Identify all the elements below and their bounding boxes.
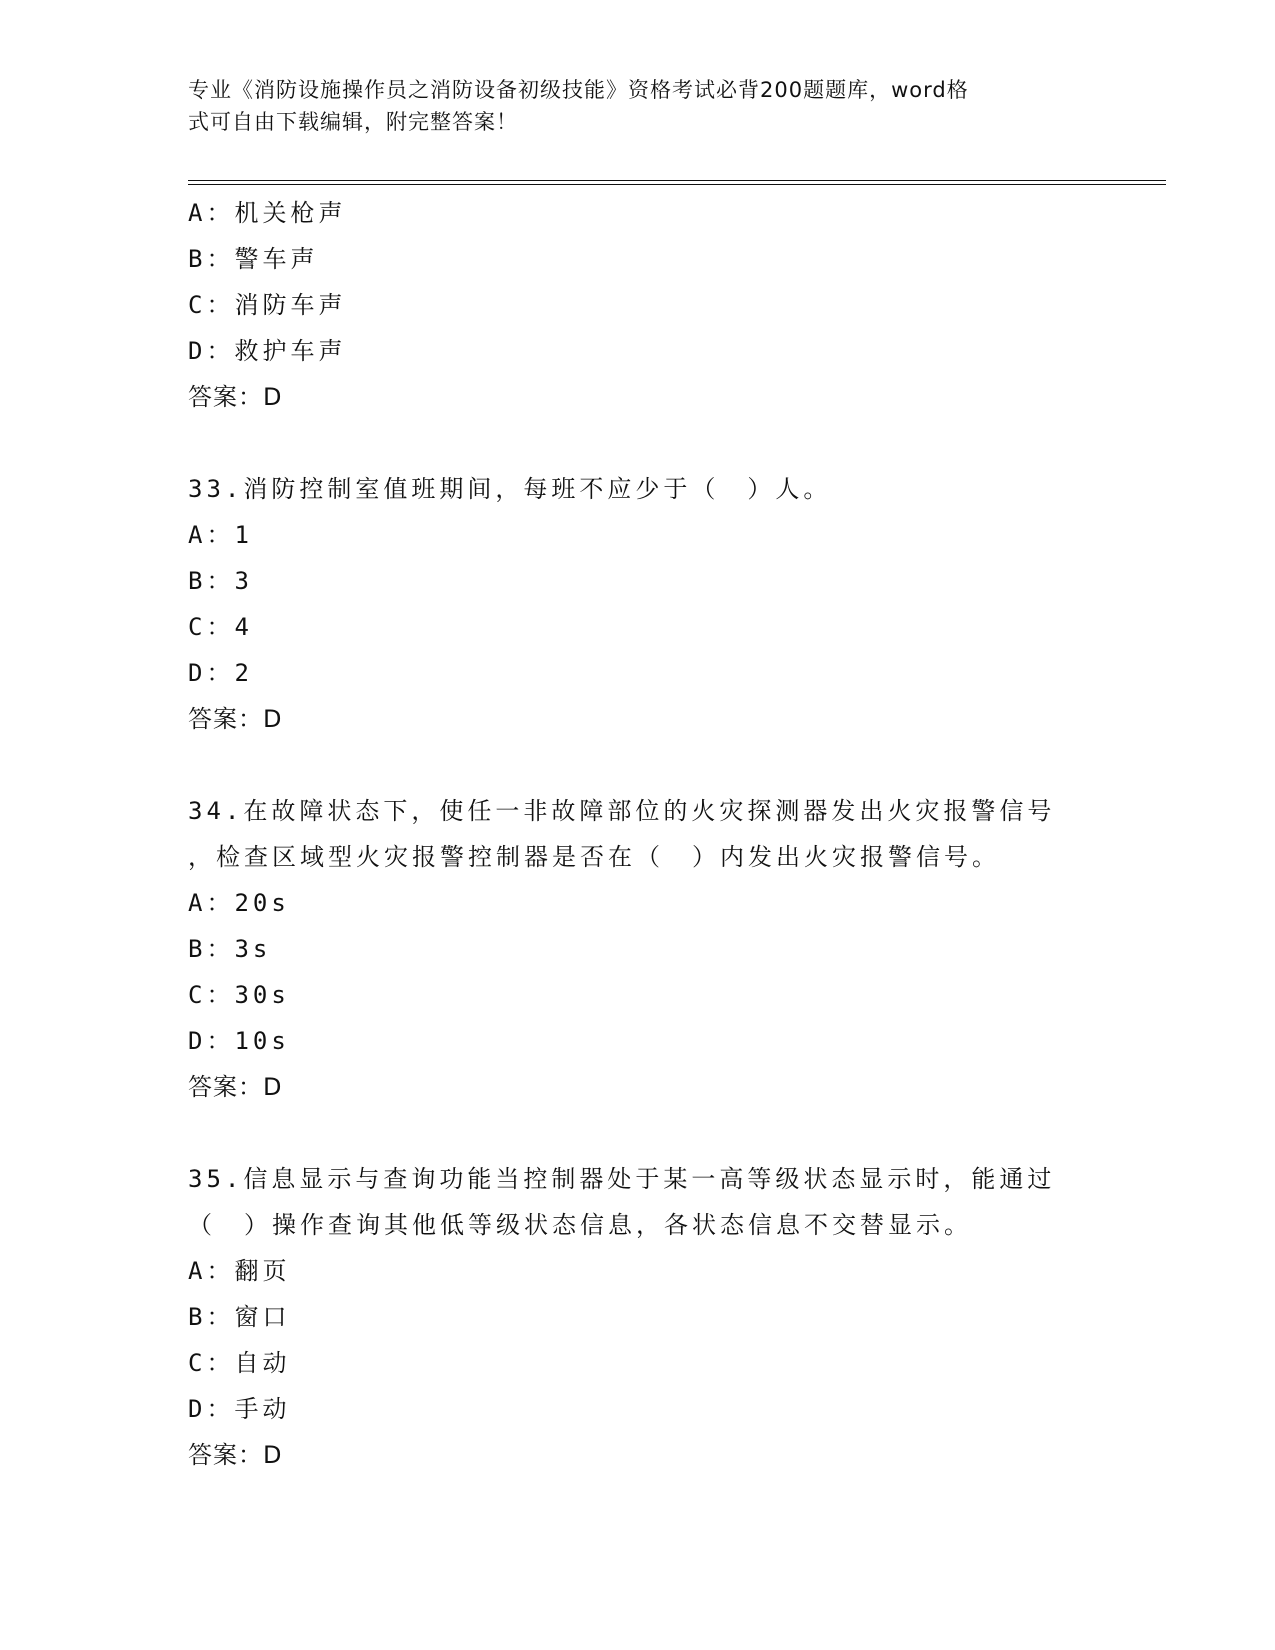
header-line-2: 式可自由下载编辑，附完整答案！ xyxy=(188,110,518,134)
option-b: B：3s xyxy=(188,935,272,963)
option-c: C：自动 xyxy=(188,1349,291,1377)
option-b: B：3 xyxy=(188,567,253,595)
header-line-1: 专业《消防设施操作员之消防设备初级技能》资格考试必背200题题库，word格 xyxy=(188,78,969,102)
option-d: D：2 xyxy=(188,659,253,687)
question-stem: 34.在故障状态下，使任一非故障部位的火灾探测器发出火灾报警信号 xyxy=(188,797,1056,825)
answer-line: 答案：D xyxy=(188,383,283,411)
option-d: D：手动 xyxy=(188,1395,291,1423)
question-stem: 33.消防控制室值班期间，每班不应少于（ ）人。 xyxy=(188,475,832,503)
question-35 xyxy=(188,1156,1088,1478)
option-b: B：警车声 xyxy=(188,245,319,273)
header-divider-bottom xyxy=(188,184,1166,185)
option-a: A：翻页 xyxy=(188,1257,291,1285)
answer-line: 答案：D xyxy=(188,1441,283,1469)
option-d: D：救护车声 xyxy=(188,337,347,365)
option-a: A：1 xyxy=(188,521,253,549)
answer-line: 答案：D xyxy=(188,1073,283,1101)
question-34 xyxy=(188,788,1088,1110)
question-fragment xyxy=(188,190,1088,420)
question-stem-continued: （ ）操作查询其他低等级状态信息，各状态信息不交替显示。 xyxy=(188,1211,972,1239)
option-a: A：20s xyxy=(188,889,290,917)
question-content xyxy=(188,190,1088,1478)
header-divider-top xyxy=(188,180,1166,181)
question-33 xyxy=(188,466,1088,742)
option-c: C：30s xyxy=(188,981,290,1009)
question-stem-continued: ，检查区域型火灾报警控制器是否在（ ）内发出火灾报警信号。 xyxy=(188,843,1000,871)
option-c: C：4 xyxy=(188,613,253,641)
answer-line: 答案：D xyxy=(188,705,283,733)
option-c: C：消防车声 xyxy=(188,291,347,319)
document-header xyxy=(188,74,1078,138)
option-d: D：10s xyxy=(188,1027,290,1055)
question-stem: 35.信息显示与查询功能当控制器处于某一高等级状态显示时，能通过 xyxy=(188,1165,1056,1193)
option-b: B：窗口 xyxy=(188,1303,291,1331)
option-a: A：机关枪声 xyxy=(188,199,347,227)
